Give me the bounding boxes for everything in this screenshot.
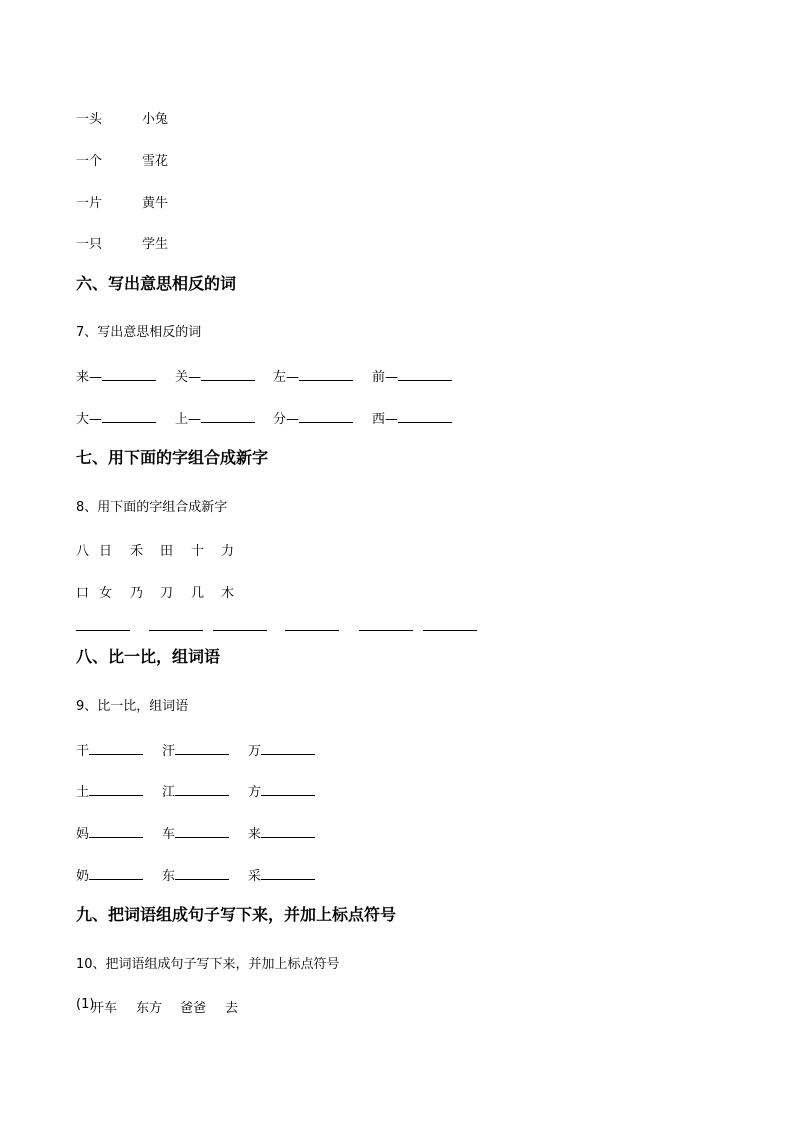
answer-blank[interactable] [285, 618, 339, 631]
question-title: 10、把词语组成句子写下来，并加上标点符号 [76, 957, 340, 972]
answer-blank[interactable] [102, 410, 156, 423]
measure-word-right: 雪花 [142, 154, 169, 169]
answer-blank[interactable] [102, 368, 156, 381]
character: 刀 [160, 586, 174, 601]
answer-blank[interactable] [89, 742, 143, 755]
antonym-prompt: 大— [76, 412, 103, 427]
answer-blank[interactable] [89, 783, 143, 796]
antonym-prompt: 关— [175, 370, 202, 385]
item-number: (1) [76, 997, 95, 1012]
character: 日 [99, 544, 113, 559]
antonym-prompt: 来— [76, 370, 103, 385]
section-heading: 九、把词语组成句子写下来，并加上标点符号 [76, 905, 397, 924]
answer-blank[interactable] [299, 410, 353, 423]
answer-blank[interactable] [261, 783, 315, 796]
word-group-char: 江 [162, 785, 176, 800]
answer-blank[interactable] [359, 618, 413, 631]
character: 禾 [130, 544, 144, 559]
sentence-word: 爸爸 [180, 1001, 207, 1016]
answer-blank[interactable] [261, 867, 315, 880]
answer-blank[interactable] [201, 410, 255, 423]
measure-word-right: 黄牛 [142, 196, 169, 211]
answer-blank[interactable] [261, 742, 315, 755]
answer-blank[interactable] [213, 618, 267, 631]
word-group-char: 土 [76, 785, 90, 800]
antonym-prompt: 前— [372, 370, 399, 385]
word-group-char: 东 [162, 869, 176, 884]
character: 女 [99, 586, 113, 601]
answer-blank[interactable] [175, 742, 229, 755]
section-heading: 七、用下面的字组合成新字 [76, 448, 269, 467]
word-group-char: 汗 [162, 744, 176, 759]
sentence-word: 去 [225, 1001, 239, 1016]
word-group-char: 妈 [76, 827, 90, 842]
question-title: 7、写出意思相反的词 [76, 325, 202, 340]
word-group-char: 奶 [76, 869, 90, 884]
section-heading: 八、比一比，组词语 [76, 647, 221, 666]
antonym-prompt: 西— [372, 412, 399, 427]
question-title: 9、比一比，组词语 [76, 699, 189, 714]
sentence-word: 开车 [91, 1001, 118, 1016]
answer-blank[interactable] [149, 618, 203, 631]
character: 十 [191, 544, 205, 559]
answer-blank[interactable] [398, 410, 452, 423]
measure-word-left: 一片 [76, 196, 103, 211]
measure-word-left: 一个 [76, 154, 103, 169]
answer-blank[interactable] [175, 783, 229, 796]
word-group-char: 方 [248, 785, 262, 800]
word-group-char: 万 [248, 744, 262, 759]
sentence-word: 东方 [136, 1001, 163, 1016]
character: 木 [221, 586, 235, 601]
answer-blank[interactable] [76, 618, 130, 631]
character: 乃 [130, 586, 144, 601]
answer-blank[interactable] [89, 825, 143, 838]
measure-word-left: 一头 [76, 112, 103, 127]
answer-blank[interactable] [398, 368, 452, 381]
character: 力 [221, 544, 235, 559]
character: 田 [160, 544, 174, 559]
word-group-char: 采 [248, 869, 262, 884]
word-group-char: 来 [248, 827, 262, 842]
word-group-char: 车 [162, 827, 176, 842]
antonym-prompt: 上— [175, 412, 202, 427]
section-heading: 六、写出意思相反的词 [76, 274, 237, 293]
question-title: 8、用下面的字组合成新字 [76, 500, 228, 515]
antonym-prompt: 左— [273, 370, 300, 385]
measure-word-left: 一只 [76, 237, 103, 252]
answer-blank[interactable] [201, 368, 255, 381]
measure-word-right: 小兔 [142, 112, 169, 127]
antonym-prompt: 分— [273, 412, 300, 427]
answer-blank[interactable] [89, 867, 143, 880]
measure-word-right: 学生 [142, 237, 169, 252]
word-group-char: 干 [76, 744, 90, 759]
answer-blank[interactable] [299, 368, 353, 381]
character: 口 [76, 586, 90, 601]
character: 八 [76, 544, 90, 559]
answer-blank[interactable] [261, 825, 315, 838]
character: 几 [191, 586, 205, 601]
answer-blank[interactable] [175, 867, 229, 880]
answer-blank[interactable] [423, 618, 477, 631]
answer-blank[interactable] [175, 825, 229, 838]
